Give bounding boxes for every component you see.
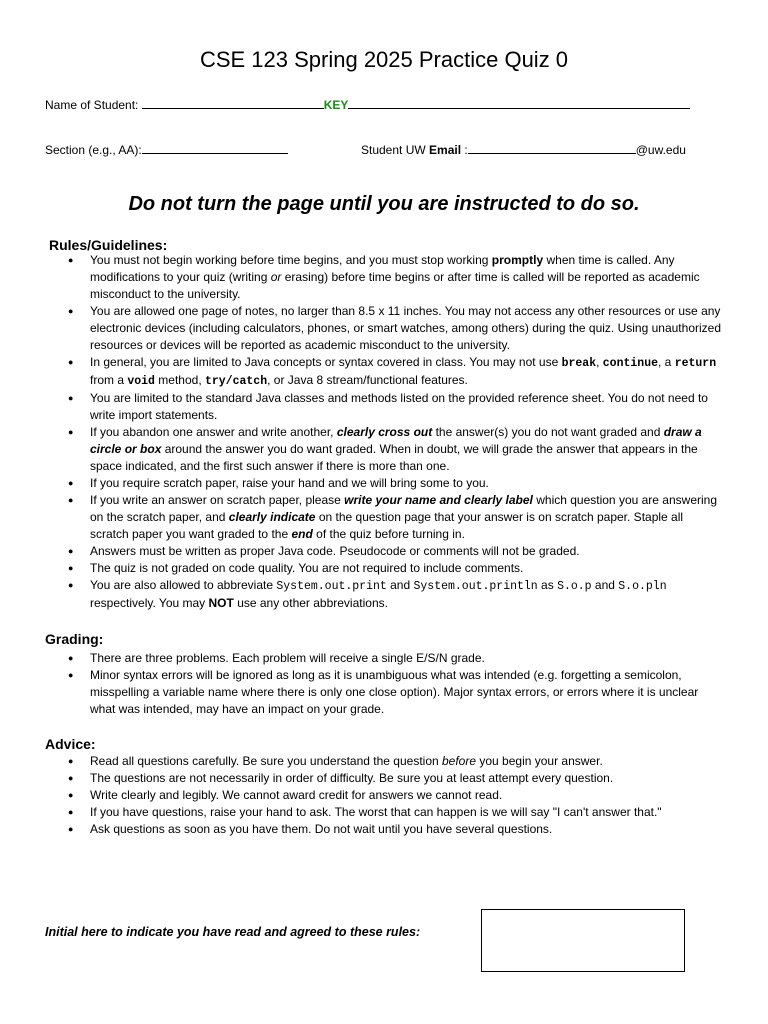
list-item [68,821,724,838]
text: respectively. You may [90,596,209,610]
list-item [68,390,724,424]
bullet-icon: ● [68,790,74,800]
list-item [68,354,724,390]
bold-italic-text: end [291,527,313,541]
name-underline-left[interactable] [142,95,324,109]
text: which question you are answering on the scratch paper, and [90,493,717,524]
list-item [68,475,724,492]
list-item [68,804,724,821]
name-field [45,95,690,113]
bold-italic-text: clearly cross out [336,425,433,439]
text: In general, you are limited to Java concepts or syntax covered in class. You may not use [90,355,562,369]
bold-italic-text: draw a circle or box [90,425,702,456]
grading-list [68,650,724,718]
list-item [68,753,724,770]
italic-text: or [270,270,282,284]
bullet-icon: ● [68,546,74,556]
list-item [68,560,724,577]
code-text: try/catch [204,375,268,388]
list-item [68,543,724,560]
advice-list [68,753,724,838]
bullet-icon: ● [68,306,74,316]
bold-italic-text: write your name and clearly label [344,493,533,507]
rules-heading: Rules/Guidelines: [49,237,168,253]
text: erasing) before time begins or after time is called will be reported as academic misconduct to the university. [90,270,700,301]
email-field [361,140,686,158]
code-text: return [674,357,717,370]
text: from a [90,373,128,387]
grading-heading: Grading: [45,631,104,647]
text: You are limited to the standard Java classes and methods listed on the provided reference sheet. You do not need to write import statements. [90,391,708,422]
text: , a [658,355,675,369]
bullet-icon: ● [68,670,74,680]
text: If you have questions, raise your hand to ask. The worst that can happen is we will say "I can't answer that." [90,805,662,819]
text: you begin your answer. [476,754,603,768]
list-item [68,252,724,303]
email-label-pre: Student UW [361,143,430,157]
text: , or Java 8 stream/functional features. [267,373,468,387]
list-item [68,667,724,718]
list-item [68,650,724,667]
bullet-icon: ● [68,756,74,766]
text: as [537,578,558,592]
bold-text: promptly [491,253,544,267]
bullet-icon: ● [68,393,74,403]
text: You are also allowed to abbreviate [90,578,277,592]
warning-text: Do not turn the page until you are instructed to do so. [128,193,640,215]
text: of the quiz before turning in. [312,527,465,541]
text: Answers must be written as proper Java code. Pseudocode or comments will not be graded. [90,544,580,558]
text: Ask questions as soon as you have them. Do not wait until you have several questions. [90,822,553,836]
bullet-icon: ● [68,357,74,367]
code-text: System.out.println [413,580,538,593]
text: You must not begin working before time begins, and you must stop working [90,253,492,267]
code-text: void [127,375,155,388]
email-label-bold: Email [429,143,462,157]
text: There are three problems. Each problem will receive a single E/S/N grade. [90,651,485,665]
code-text: System.out.print [276,580,387,593]
text: method, [154,373,205,387]
email-label-post: : [461,143,468,157]
initial-box[interactable] [481,909,685,972]
bullet-icon: ● [68,255,74,265]
text: Minor syntax errors will be ignored as long as it is unambiguous what was intended (e.g. forgetting a semicolon, misspelling a variable name where there is only one close option). Major syntax errors, or errors where it is unclear what was intended, may have an impact on your grade. [90,668,699,716]
name-value: KEY [323,98,349,112]
bold-text: NOT [208,596,234,610]
advice-heading: Advice: [45,736,96,752]
initial-prompt: Initial here to indicate you have read and agreed to these rules: [45,925,421,939]
text: Read all questions carefully. Be sure you understand the question [90,754,442,768]
text: If you require scratch paper, raise your hand and we will bring some to you. [90,476,489,490]
list-item [68,492,724,543]
bullet-icon: ● [68,773,74,783]
section-label: Section (e.g., AA): [45,143,142,157]
page-title: CSE 123 Spring 2025 Practice Quiz 0 [199,47,569,72]
name-label: Name of Student: [45,98,142,112]
bold-italic-text: clearly indicate [228,510,316,524]
text: use any other abbreviations. [233,596,388,610]
code-text: S.o.pln [618,580,667,593]
code-text: S.o.p [557,580,592,593]
list-item [68,424,724,475]
text: on the question page that your answer is on scratch paper. Staple all scratch paper you want graded to the [90,510,684,541]
section-input-line[interactable] [142,140,288,154]
text: If you abandon one answer and write another, [90,425,337,439]
text: Write clearly and legibly. We cannot award credit for answers we cannot read. [90,788,503,802]
rules-list [68,252,724,612]
bullet-icon: ● [68,427,74,437]
section-field [45,140,288,158]
bullet-icon: ● [68,807,74,817]
list-item [68,303,724,354]
text: The quiz is not graded on code quality. You are not required to include comments. [90,561,524,575]
bullet-icon: ● [68,478,74,488]
text: If you write an answer on scratch paper, please [90,493,345,507]
text: , [596,355,603,369]
list-item [68,770,724,787]
text: when time is called. Any modifications to your quiz (writing [90,253,675,284]
bullet-icon: ● [68,824,74,834]
text: the answer(s) you do not want graded and [432,425,664,439]
email-input-line[interactable] [468,140,636,154]
italic-text: before [442,754,477,768]
bullet-icon: ● [68,495,74,505]
text: around the answer you do want graded. When in doubt, we will grade the answer that appears in the space indicated, and the first such answer if there is more than one. [90,442,698,473]
list-item [68,577,724,612]
name-underline-right[interactable] [348,95,690,109]
bullet-icon: ● [68,563,74,573]
list-item [68,787,724,804]
text: and [386,578,414,592]
email-suffix: @uw.edu [635,143,686,157]
bullet-icon: ● [68,580,74,590]
code-text: continue [602,357,658,370]
text: and [591,578,619,592]
bullet-icon: ● [68,653,74,663]
text: You are allowed one page of notes, no larger than 8.5 x 11 inches. You may not access any other resources or use any electronic devices (including calculators, phones, or smart watches, among others) during the quiz. Using unauthorized resources or devices will be reported as academic misconduct to the university. [90,304,721,352]
code-text: break [561,357,597,370]
text: The questions are not necessarily in order of difficulty. Be sure you at least attempt every question. [90,771,614,785]
